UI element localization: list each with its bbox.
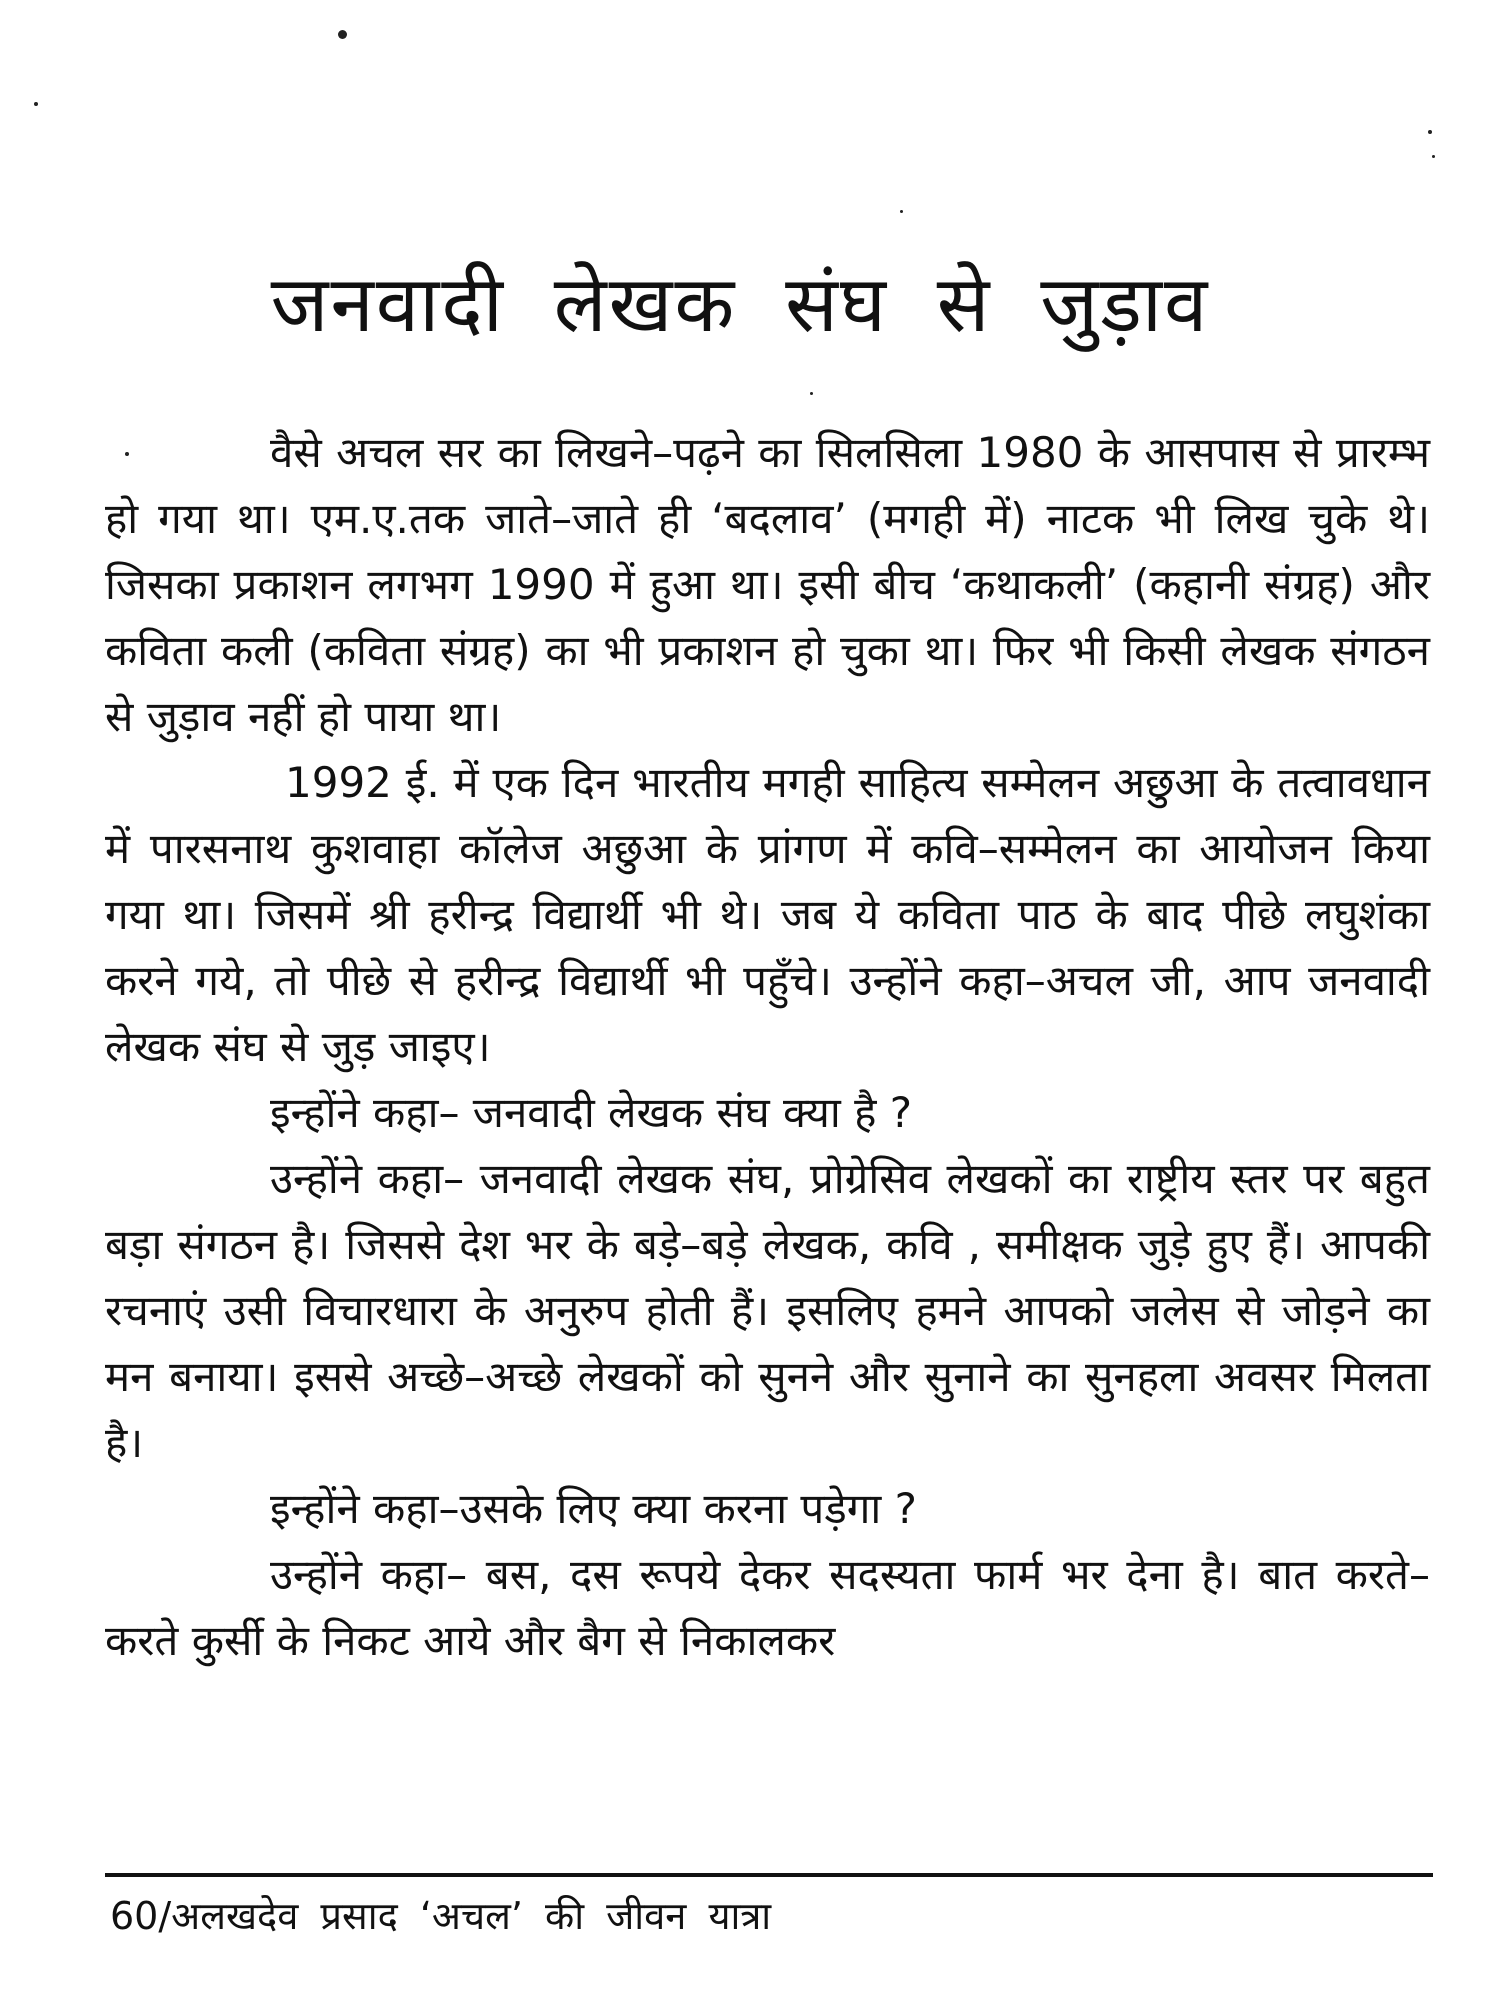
chapter-body [105, 420, 1430, 1674]
ink-speck [338, 30, 347, 39]
ink-speck [1432, 155, 1435, 158]
page-number: 60 [110, 1894, 159, 1938]
paragraph: इन्होंने कहा– जनवादी लेखक संघ क्या है ? [270, 1088, 913, 1137]
paragraph: उन्होंने कहा– जनवादी लेखक संघ, प्रोग्रेसिव लेखकों का राष्ट्रीय स्तर पर बहुत बड़ा संगठन है। जिससे देश भर के बड़े–बड़े लेखक, कवि , समीक्षक जुड़े हुए हैं। आपकी रचनाएं उसी विचारधारा के अनुरुप होती हैं। इसलिए हमने आपको जलेस से जोड़ने का मन बनाया। इससे अच्छे–अच्छे लेखकों को सुनने और सुनाने का सुनहला अवसर मिलता है। [105, 1154, 1430, 1467]
ink-speck [34, 102, 38, 106]
ink-speck [810, 392, 813, 395]
paragraph: इन्होंने कहा–उसके लिए क्या करना पड़ेगा ? [270, 1484, 917, 1533]
ink-speck [900, 210, 903, 213]
ink-speck [1428, 130, 1432, 134]
paragraph: 1992 ई. में एक दिन भारतीय मगही साहित्य सम्मेलन अछुआ के तत्वावधान में पारसनाथ कुशवाहा कॉलेज अछुआ के प्रांगण में कवि–सम्मेलन का आयोजन किया गया था। जिसमें श्री हरीन्द्र विद्यार्थी भी थे। जब ये कविता पाठ के बाद पीछे लघुशंका करने गये, तो पीछे से हरीन्द्र विद्यार्थी भी पहुँचे। उन्होंने कहा–अचल जी, आप जनवादी लेखक संघ से जुड़ जाइए। [105, 758, 1430, 1071]
paragraph: वैसे अचल सर का लिखने–पढ़ने का सिलसिला 1980 के आसपास से प्रारम्भ हो गया था। एम.ए.तक जाते–जाते ही ‘बदलाव’ (मगही में) नाटक भी लिख चुके थे। जिसका प्रकाशन लगभग 1990 में हुआ था। इसी बीच ‘कथाकली’ (कहानी संग्रह) और कविता कली (कविता संग्रह) का भी प्रकाशन हो चुका था। फिर भी किसी लेखक संगठन से जुड़ाव नहीं हो पाया था। [105, 428, 1430, 741]
chapter-title: जनवादी लेखक संघ से जुड़ाव [270, 260, 1210, 350]
footer-separator: / [158, 1894, 172, 1938]
running-title: अलखदेव प्रसाद ‘अचल’ की जीवन यात्रा [171, 1894, 772, 1938]
page-footer [110, 1890, 771, 1942]
paragraph: उन्होंने कहा– बस, दस रूपये देकर सदस्यता फार्म भर देना है। बात करते–करते कुर्सी के निकट आये और बैग से निकालकर [105, 1550, 1430, 1665]
footer-rule [105, 1873, 1433, 1877]
